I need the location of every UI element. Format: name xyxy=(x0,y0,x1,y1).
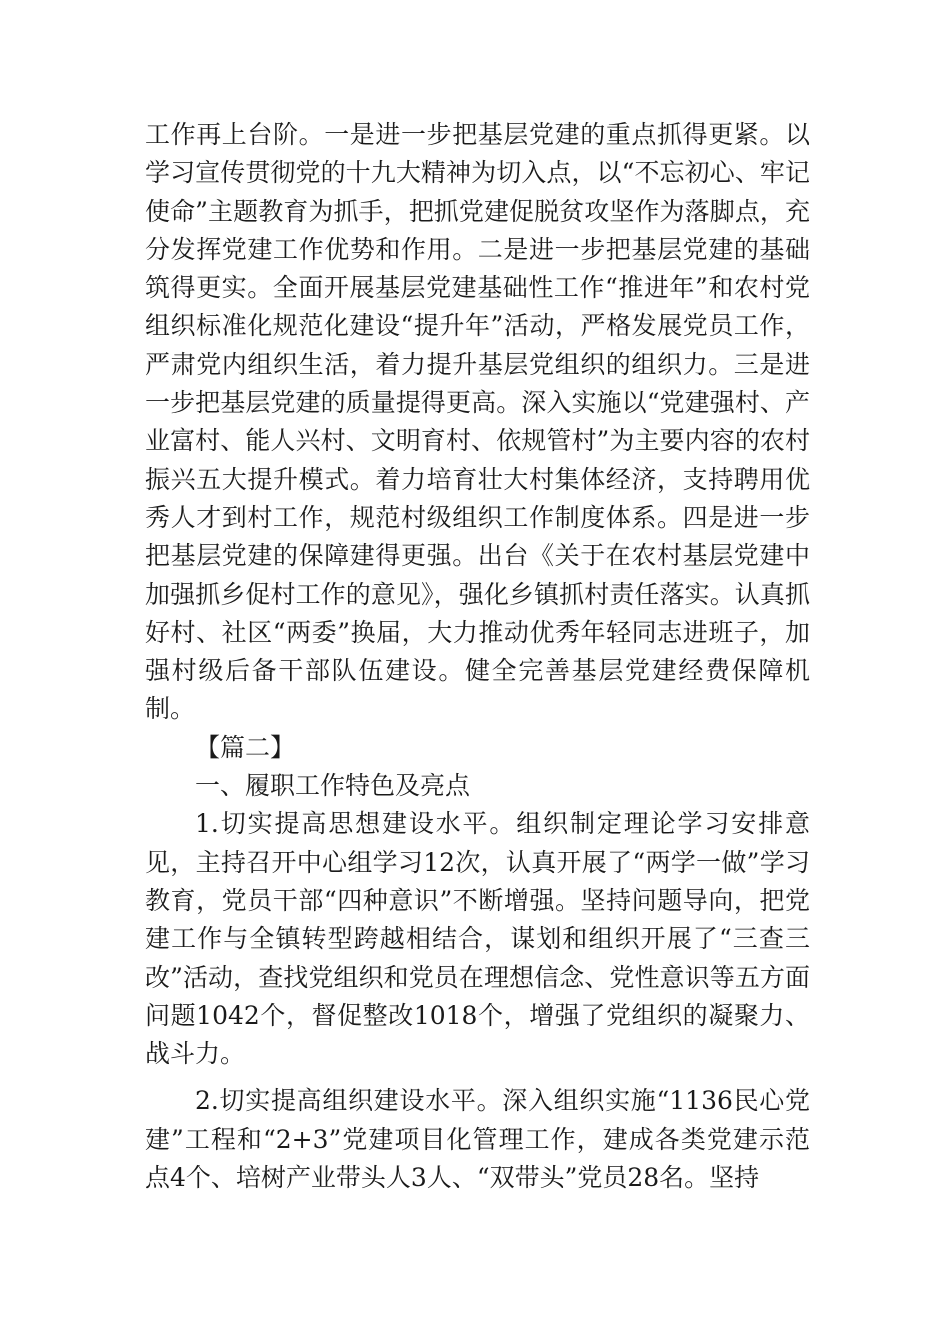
subheading-duty-highlights: 一、履职工作特色及亮点 xyxy=(195,771,471,801)
document-body xyxy=(145,116,810,1197)
paragraph-continuation: 工作再上台阶。一是进一步把基层党建的重点抓得更紧。以学习宣传贯彻党的十九大精神为切入点，以“不忘初心、牢记使命”主题教育为抓手，把抓党建促脱贫攻坚作为落脚点，充分发挥党建工作优势和作用。二是进一步把基层党建的基础筑得更实。全面开展基层党建基础性工作“推进年”和农村党组织标准化规范化建设“提升年”活动，严格发展党员工作，严肃党内组织生活，着力提升基层党组织的组织力。三是进一步把基层党建的质量提得更高。深入实施以“党建强村、产业富村、能人兴村、文明育村、依规管村”为主要内容的农村振兴五大提升模式。着力培育壮大村集体经济，支持聘用优秀人才到村工作，规范村级组织工作制度体系。四是进一步把基层党建的保障建得更强。出台《关于在农村基层党建中加强抓乡促村工作的意见》，强化乡镇抓村责任落实。认真抓好村、社区“两委”换届，大力推动优秀年轻同志进班子，加强村级后备干部队伍建设。健全完善基层党建经费保障机制。 xyxy=(145,120,810,724)
paragraph-ideological-building: 1.切实提高思想建设水平。组织制定理论学习安排意见，主持召开中心组学习12次，认真开展了“两学一做”学习教育，党员干部“四种意识”不断增强。坚持问题导向，把党建工作与全镇转型跨越相结合，谋划和组织开展了“三查三改”活动，查找党组织和党员在理想信念、党性意识等五方面问题1042个，督促整改1018个，增强了党组织的凝聚力、战斗力。 xyxy=(145,809,810,1069)
paragraph-organizational-building: 2.切实提高组织建设水平。深入组织实施“1136民心党建”工程和“2+3”党建项目化管理工作，建成各类党建示范点4个、培树产业带头人3人、“双带头”党员28名。坚持 xyxy=(145,1086,810,1193)
section-heading-part-two: 【篇二】 xyxy=(195,732,296,762)
